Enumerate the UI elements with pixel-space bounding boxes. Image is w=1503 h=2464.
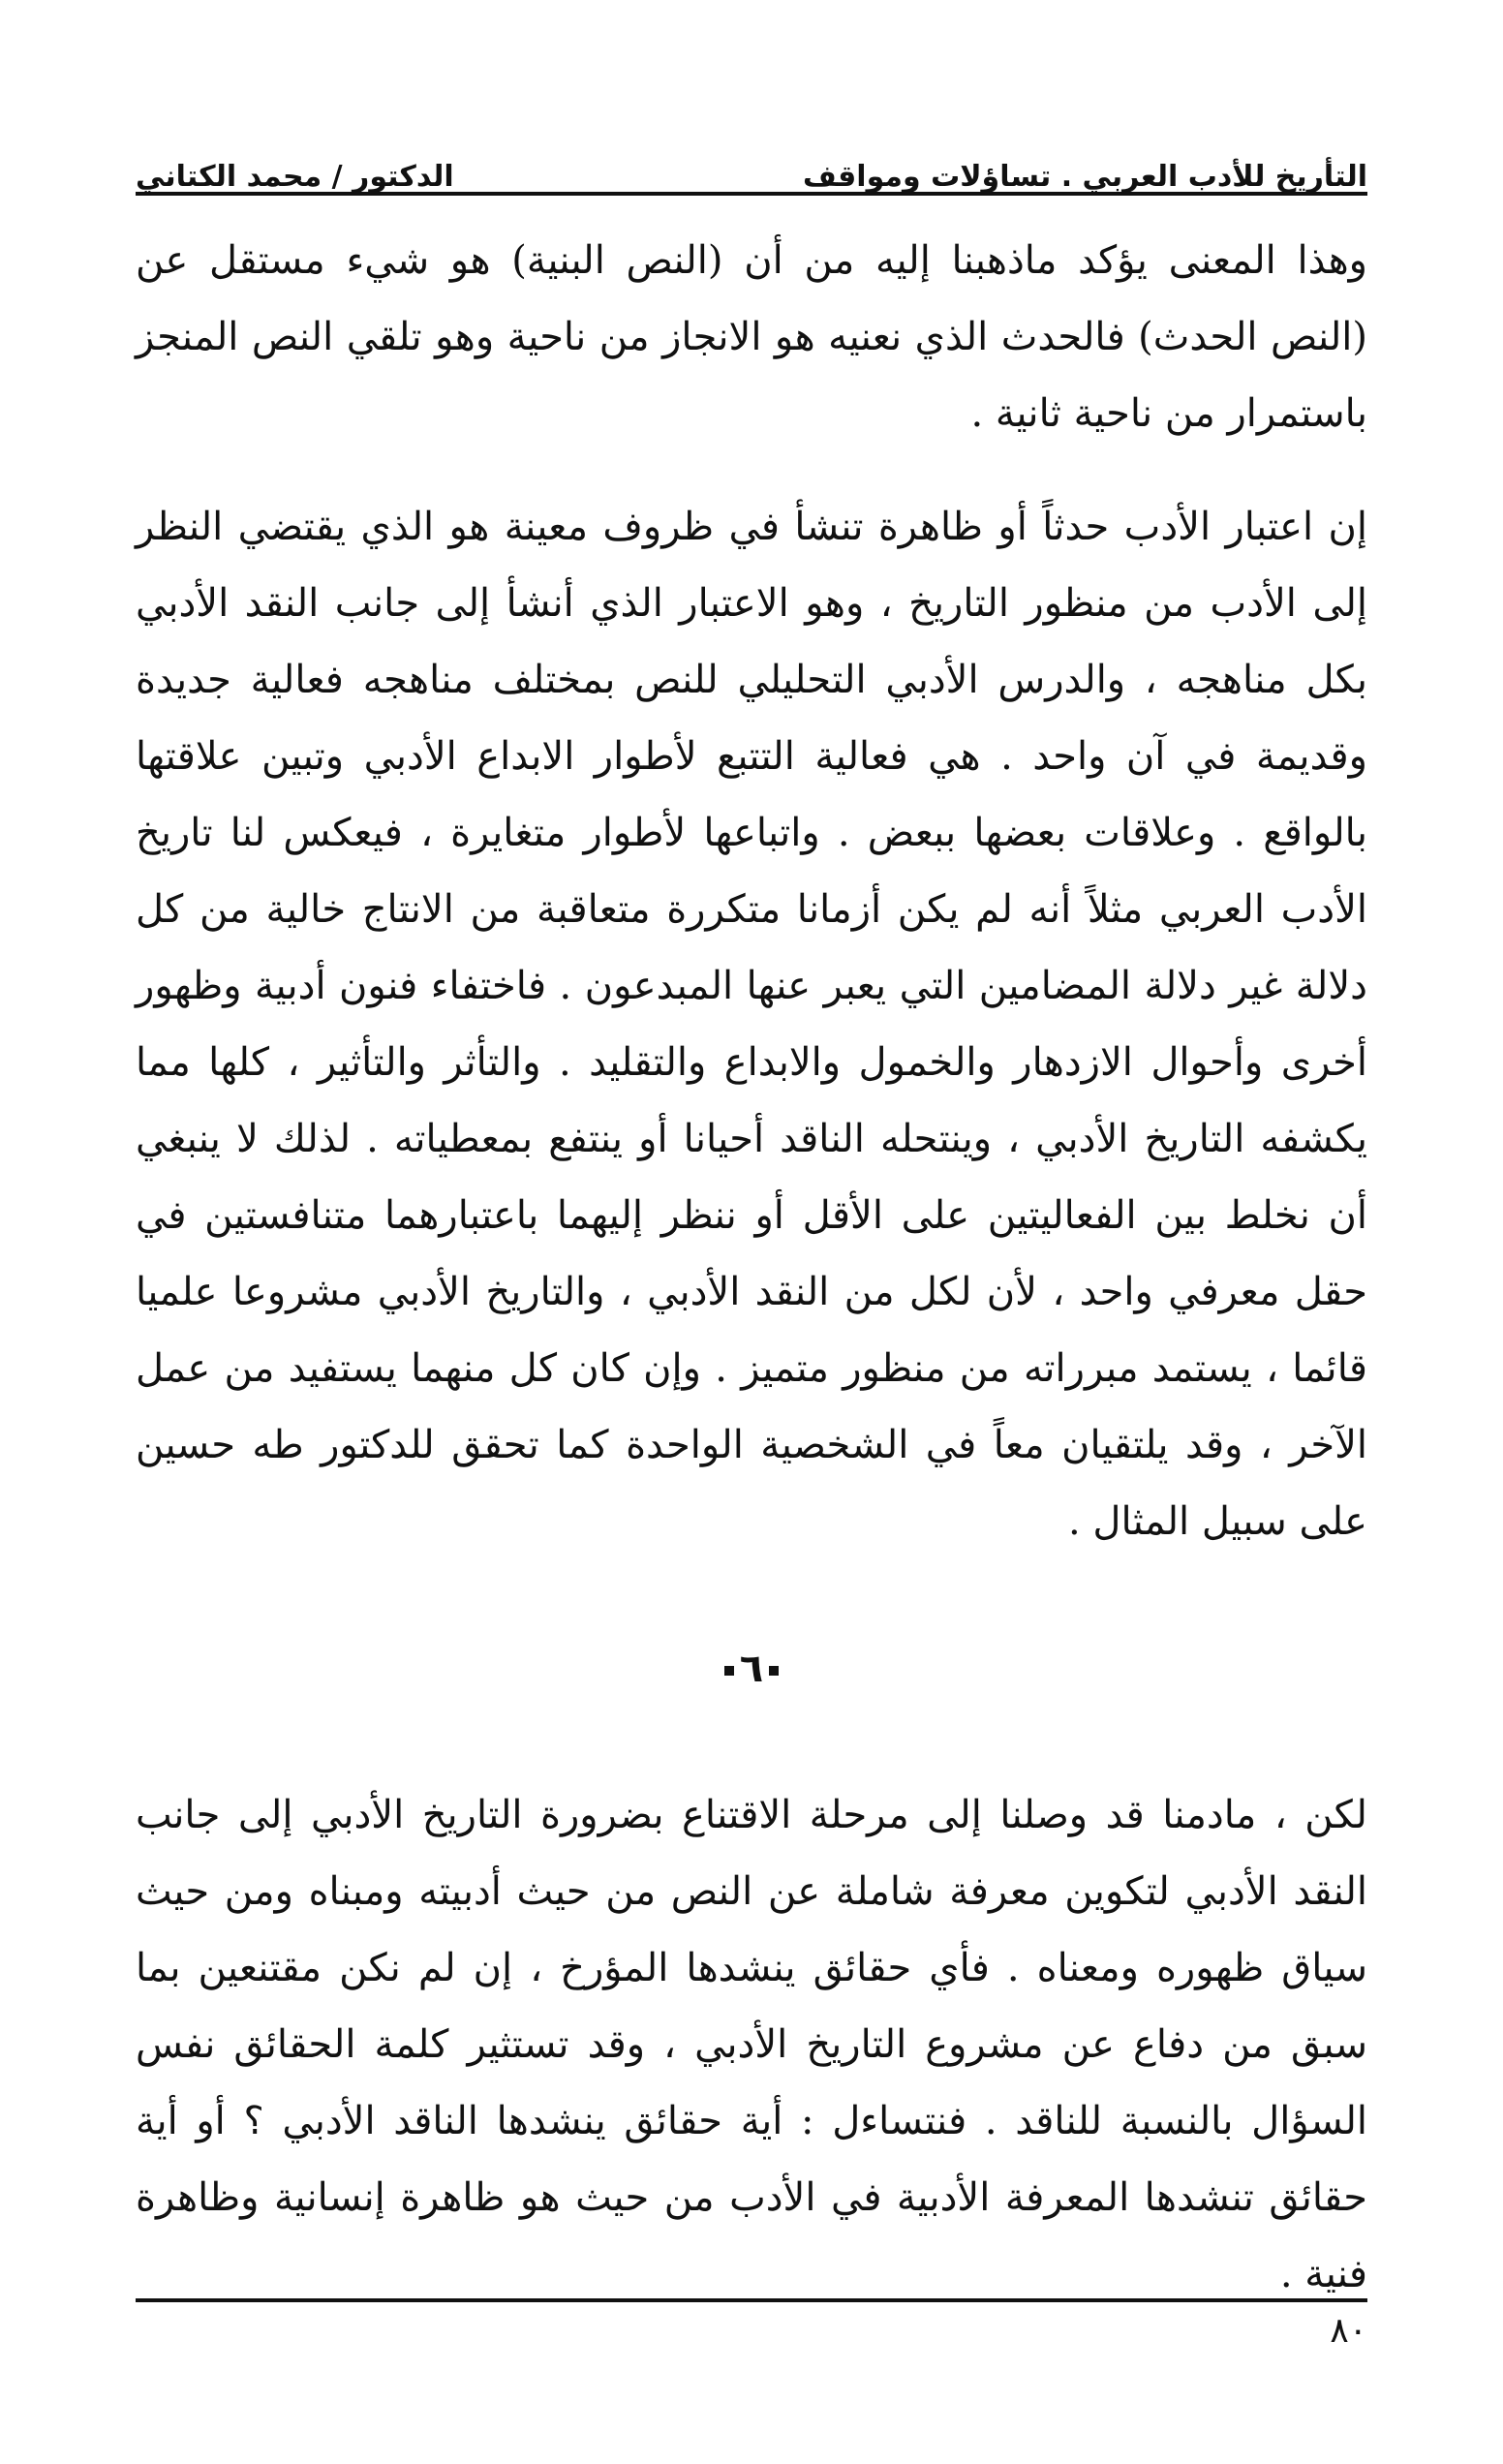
book-title: التأريخ للأدب العربي . تساؤلات ومواقف: [802, 160, 1367, 194]
section-number-text: ٦: [739, 1647, 764, 1691]
footer-rule: [136, 2298, 1367, 2302]
author-name: الدكتور / محمد الكتاني: [136, 160, 454, 194]
paragraph-3: لكن ، مادمنا قد وصلنا إلى مرحلة الاقتناع بضرورة التاريخ الأدبي إلى جانب النقد الأدبي لتكوين معرفة شاملة عن النص من حيث أدبيته ومبناه ومن حيث سياق ظهوره ومعناه . فأي حقائق ينشدها المؤرخ ، إن لم نكن مقتنعين بما سبق من دفاع عن مشروع التاريخ الأدبي ، وقد تستثير كلمة الحقائق نفس السؤال بالنسبة للناقد . فنتساءل : أية حقائق ينشدها الناقد الأدبي ؟ أو أية حقائق تنشدها المعرفة الأدبية في الأدب من حيث هو ظاهرة إنسانية وظاهرة فنية .: [136, 1793, 1367, 2296]
header-rule: [136, 192, 1367, 196]
page-number: ٨٠: [1330, 2311, 1367, 2351]
running-header: [136, 134, 1367, 194]
paragraph-2: إن اعتبار الأدب حدثاً أو ظاهرة تنشأ في ظروف معينة هو الذي يقتضي النظر إلى الأدب من منظور التاريخ ، وهو الاعتبار الذي أنشأ إلى جانب النقد الأدبي بكل مناهجه ، والدرس الأدبي التحليلي للنص بمختلف مناهجه فعالية جديدة وقديمة في آن واحد . هي فعالية التتبع لأطوار الابداع الأدبي وتبين علاقتها بالواقع . وعلاقات بعضها ببعض . واتباعها لأطوار متغايرة ، فيعكس لنا تاريخ الأدب العربي مثلاً أنه لم يكن أزمانا متكررة متعاقبة من الانتاج خالية من كل دلالة غير دلالة المضامين التي يعبر عنها المبدعون . فاختفاء فنون أدبية وظهور أخرى وأحوال الازدهار والخمول والابداع والتقليد . والتأثر والتأثير ، كلها مما يكشفه التاريخ الأدبي ، وينتحله الناقد أحيانا أو ينتفع بمعطياته . لذلك لا ينبغي أن نخلط بين الفعاليتين على الأقل أو ننظر إليهما باعتبارهما متنافستين في حقل معرفي واحد ، لأن لكل من النقد الأدبي ، والتاريخ الأدبي مشروعا علميا قائما ، يستمد مبرراته من منظور متميز . وإن كان كل منهما يستفيد من عمل الآخر ، وقد يلتقيان معاً في الشخصية الواحدة كما تحقق للدكتور طه حسين على سبيل المثال .: [136, 505, 1367, 1544]
section-dot-right: [724, 1666, 734, 1676]
section-dot-left: [769, 1666, 779, 1676]
paragraph-1: وهذا المعنى يؤكد ماذهبنا إليه من أن (النص البنية) هو شيء مستقل عن (النص الحدث) فالحدث الذي نعنيه هو الانجاز من ناحية وهو تلقي النص المنجز باستمرار من ناحية ثانية .: [136, 238, 1367, 436]
section-number: [0, 1647, 1503, 1691]
